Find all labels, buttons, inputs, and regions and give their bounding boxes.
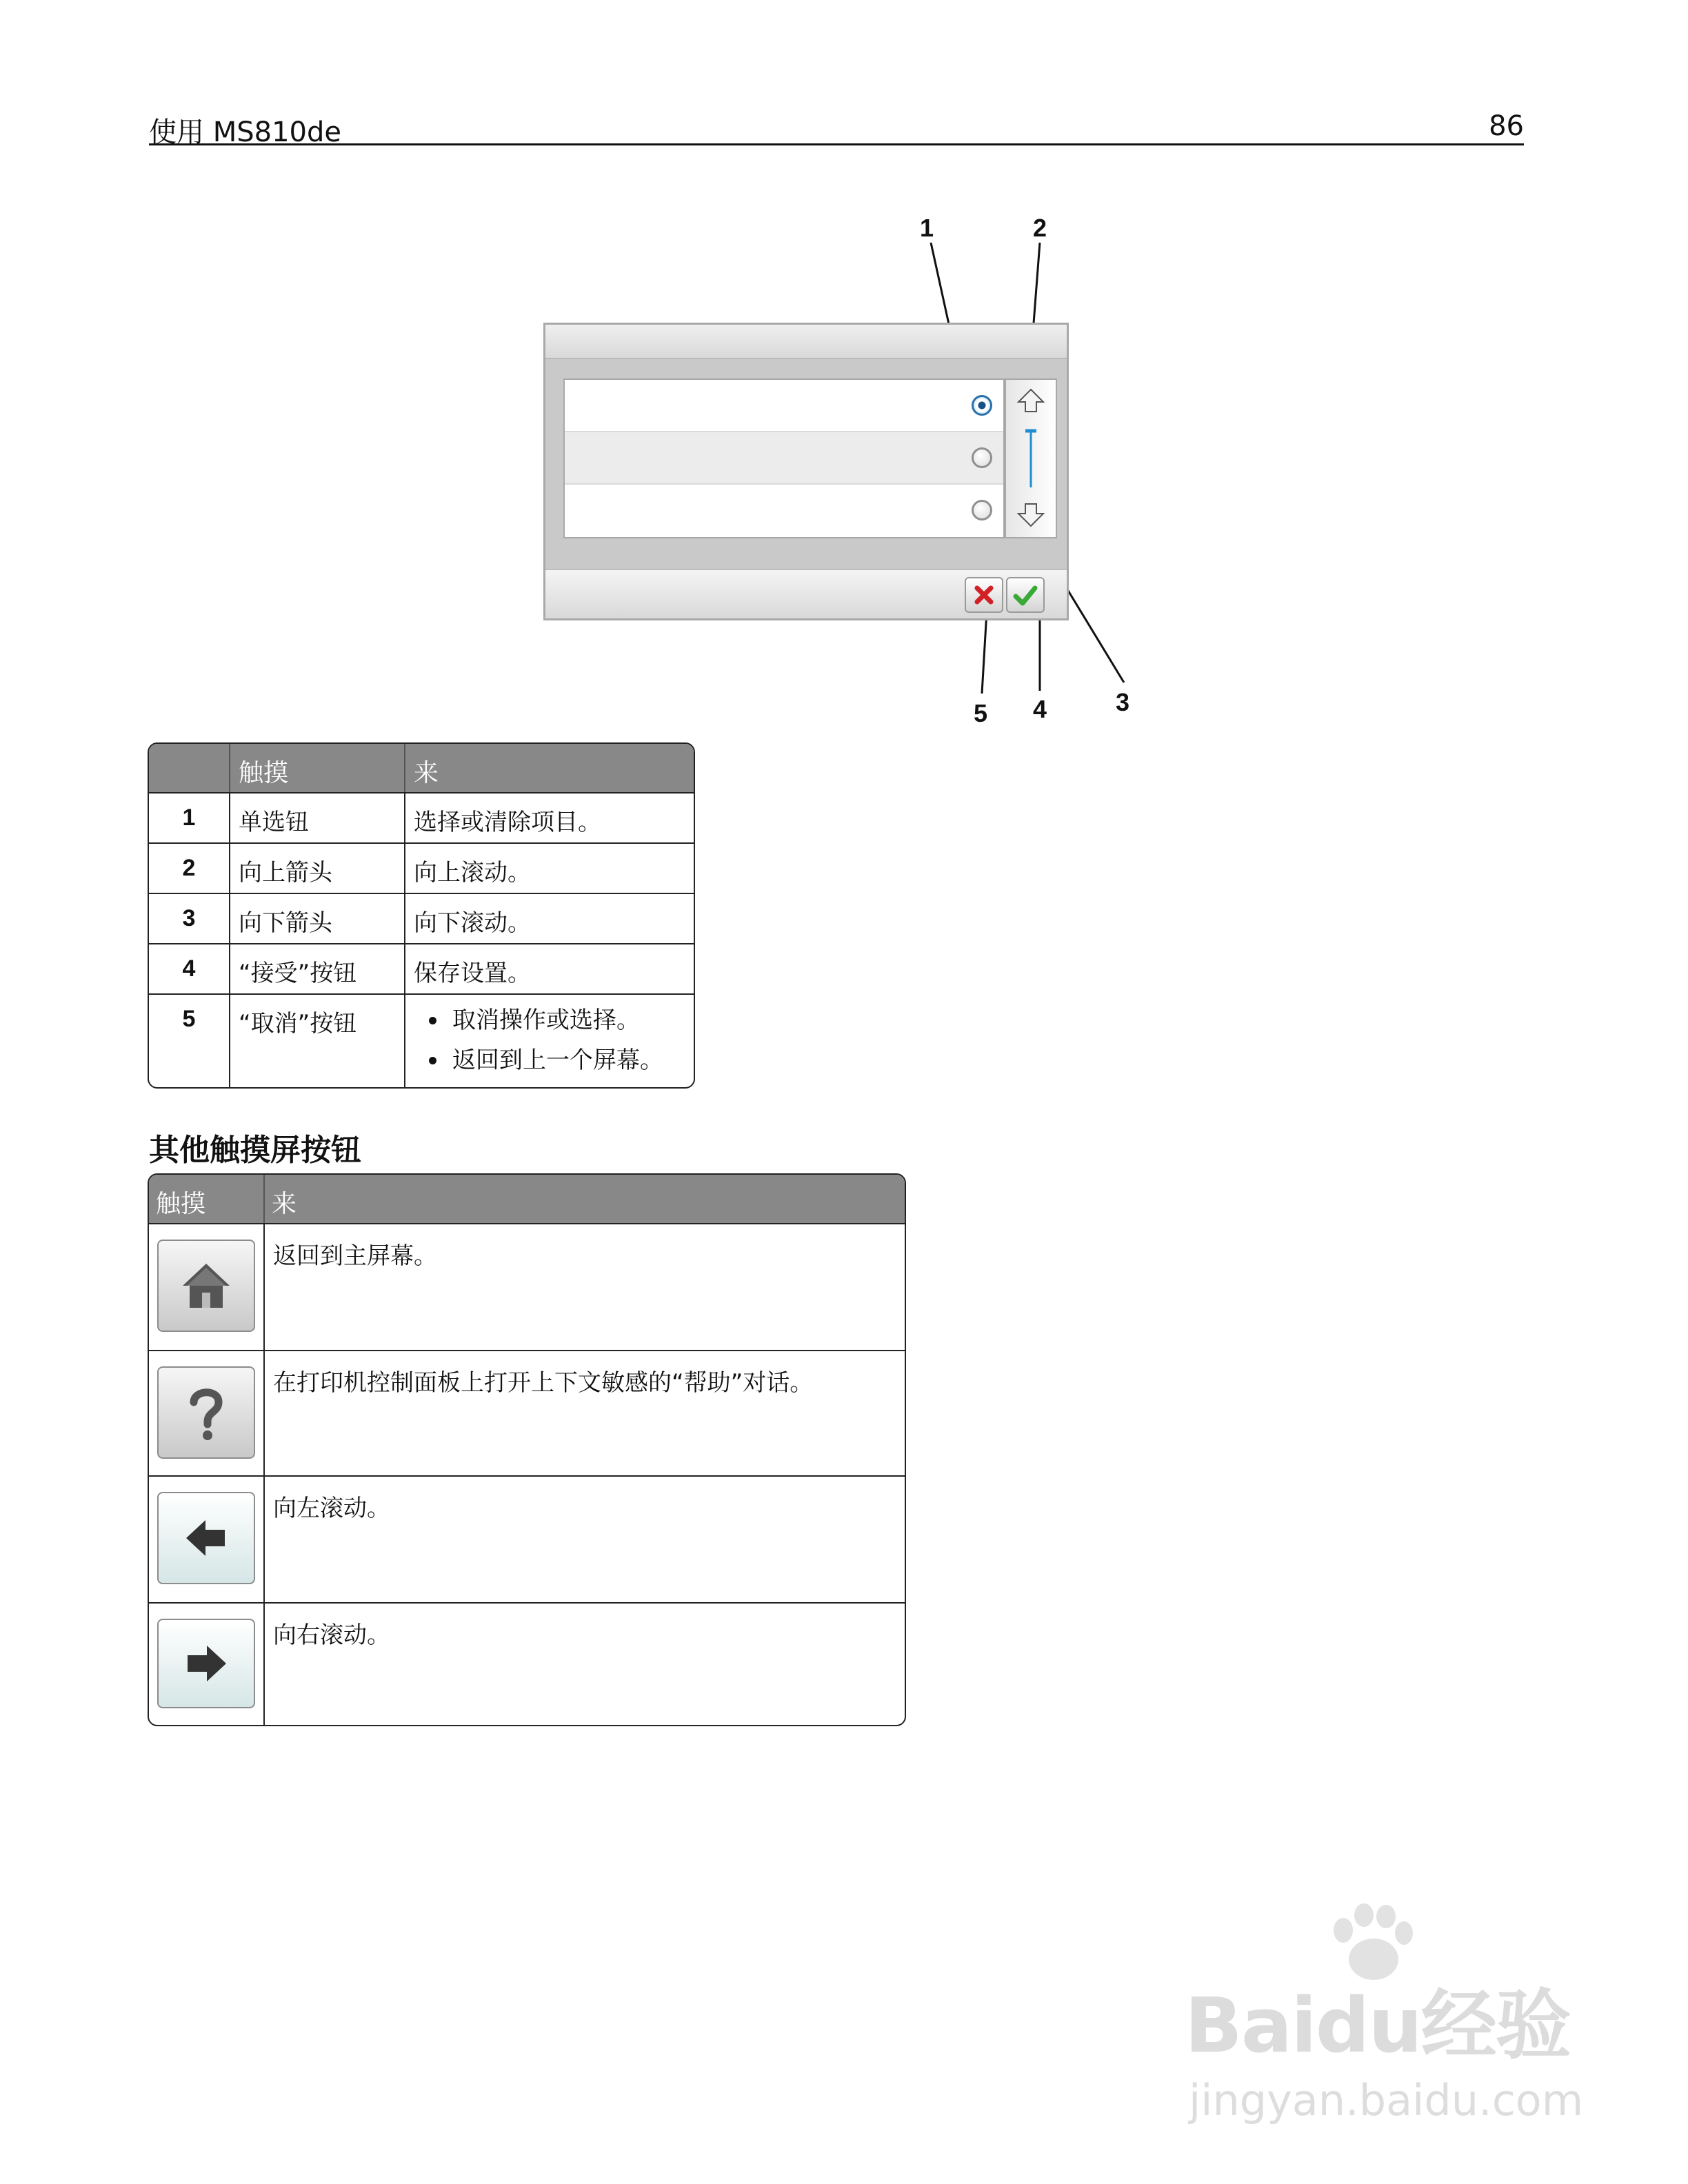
row-to: 保存设置。 — [414, 960, 531, 987]
help-button[interactable] — [157, 1366, 255, 1459]
description: 返回到主屏幕。 — [273, 1242, 437, 1270]
row-to: 选择或清除项目。 — [414, 809, 601, 836]
table-row — [149, 1223, 905, 1350]
option-row[interactable] — [565, 432, 1003, 485]
row-touch: 单选钮 — [230, 793, 405, 842]
row-number: 5 — [149, 995, 230, 1087]
row-number: 1 — [149, 793, 230, 842]
description: 在打印机控制面板上打开上下文敏感的“帮助”对话。 — [273, 1369, 814, 1397]
page-number: 86 — [1489, 110, 1524, 142]
baidu-watermark — [1185, 1903, 1585, 2137]
row-number: 4 — [149, 944, 230, 993]
icon-cell — [149, 1351, 265, 1475]
watermark-url: jingyan.baidu.com — [1189, 2075, 1584, 2125]
table-row — [149, 842, 694, 893]
table-row — [149, 1350, 905, 1475]
callout-3: 3 — [1116, 688, 1130, 716]
table-row — [149, 792, 694, 842]
scroll-left-button[interactable] — [157, 1492, 255, 1584]
icon-cell — [149, 1224, 265, 1350]
table-row — [149, 1475, 905, 1602]
scroll-right-button[interactable] — [157, 1619, 255, 1708]
radio-button[interactable] — [972, 500, 992, 520]
icon-cell — [149, 1477, 265, 1602]
option-list — [563, 378, 1005, 538]
cancel-button[interactable] — [965, 577, 1003, 613]
header-to: 来 — [272, 1190, 297, 1218]
watermark-brand: Baidu经验 — [1185, 1981, 1570, 2070]
option-row[interactable] — [565, 485, 1003, 537]
touch-reference-table — [148, 742, 695, 1089]
scroll-thumb[interactable] — [1024, 428, 1038, 490]
description: 向左滚动。 — [273, 1495, 390, 1522]
cancel-x-icon — [966, 578, 1002, 611]
radio-button[interactable] — [972, 447, 992, 468]
table-row — [149, 993, 694, 1087]
row-number: 2 — [149, 844, 230, 893]
callout-1: 1 — [920, 214, 934, 242]
down-arrow-icon[interactable] — [1016, 498, 1046, 529]
option-row[interactable] — [565, 380, 1003, 432]
accept-check-icon — [1007, 578, 1043, 611]
row-touch: 向下箭头 — [230, 894, 405, 943]
accept-button[interactable] — [1006, 577, 1045, 613]
table-header — [149, 744, 694, 792]
home-button[interactable] — [157, 1240, 255, 1332]
callout-2: 2 — [1033, 214, 1047, 242]
control-panel-figure — [538, 214, 1158, 738]
callout-4: 4 — [1033, 695, 1047, 723]
page-header — [149, 105, 1524, 148]
table-row — [149, 893, 694, 943]
header-touch: 触摸 — [230, 744, 405, 792]
row-touch: “接受”按钮 — [230, 944, 405, 993]
row-to — [405, 995, 694, 1087]
bullet-list — [414, 1000, 685, 1080]
panel-title-bar — [545, 325, 1067, 359]
icon-cell — [149, 1604, 265, 1725]
callout-5: 5 — [974, 699, 988, 727]
row-touch: “取消”按钮 — [230, 995, 405, 1087]
row-to: 向上滚动。 — [414, 859, 531, 887]
arrow-left-icon — [182, 1517, 230, 1559]
home-icon — [179, 1260, 234, 1312]
header-to: 来 — [414, 759, 439, 787]
help-icon — [179, 1382, 234, 1444]
header-number — [149, 744, 230, 792]
panel-button-bar — [545, 569, 1067, 618]
other-buttons-table — [148, 1173, 906, 1726]
scrollbar[interactable] — [1005, 378, 1057, 538]
row-to: 向下滚动。 — [414, 909, 531, 937]
section-title: 其他触摸屏按钮 — [149, 1133, 361, 1168]
up-arrow-icon[interactable] — [1016, 387, 1046, 417]
table-row — [149, 943, 694, 993]
row-touch: 向上箭头 — [230, 844, 405, 893]
table-row — [149, 1602, 905, 1725]
description: 向右滚动。 — [273, 1621, 390, 1649]
header-touch: 触摸 — [149, 1175, 265, 1223]
table-header — [149, 1175, 905, 1223]
row-number: 3 — [149, 894, 230, 943]
list-item: 取消操作或选择。 — [452, 1000, 685, 1040]
document-title: 使用 MS810de — [149, 117, 341, 148]
touchscreen-panel — [543, 323, 1069, 620]
list-item: 返回到上一个屏幕。 — [452, 1040, 685, 1080]
radio-button-selected[interactable] — [972, 395, 992, 416]
arrow-right-icon — [182, 1643, 230, 1684]
